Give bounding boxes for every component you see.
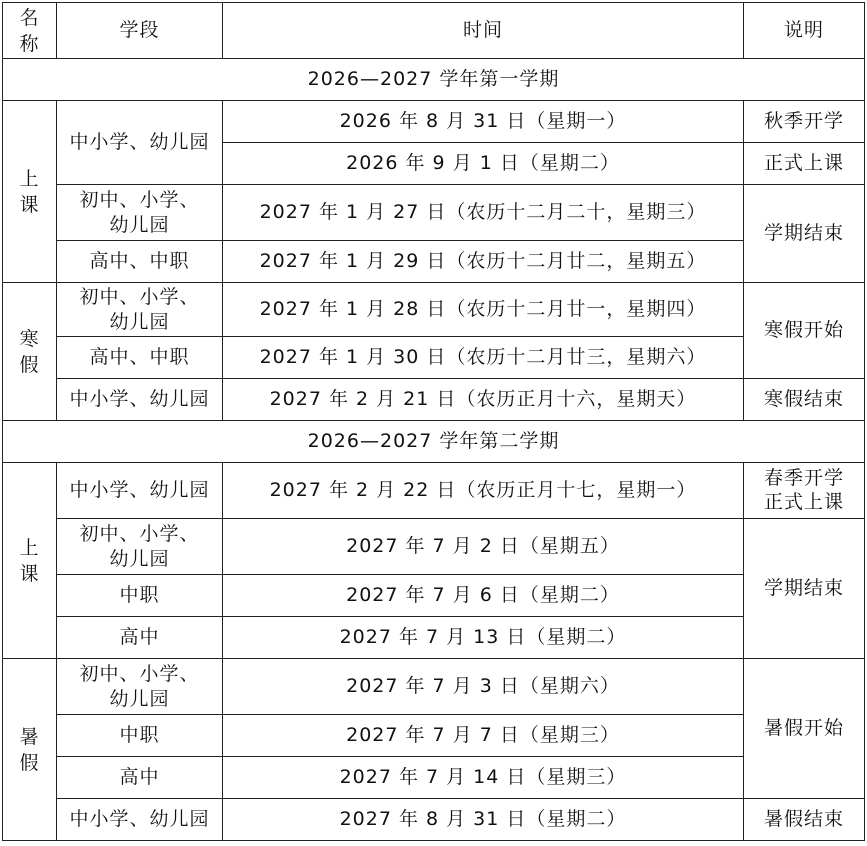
- time-cell: 2027 年 2 月 21 日（农历正月十六，星期天）: [223, 379, 744, 421]
- stage-cell: 中职: [57, 715, 223, 757]
- time-cell: 2027 年 7 月 6 日（星期二）: [223, 575, 744, 617]
- header-time: 时间: [223, 3, 744, 59]
- stage-cell: 高中、中职: [57, 241, 223, 283]
- table-row: [3, 337, 865, 379]
- header-name: 名称: [3, 3, 57, 59]
- note-cell: 春季开学正式上课: [744, 463, 865, 519]
- stage-cell: 初中、小学、幼儿园: [57, 185, 223, 241]
- table-row: [3, 185, 865, 241]
- time-cell: 2027 年 7 月 13 日（星期二）: [223, 617, 744, 659]
- time-cell: 2026 年 9 月 1 日（星期二）: [223, 143, 744, 185]
- time-cell: 2027 年 1 月 27 日（农历十二月二十，星期三）: [223, 185, 744, 241]
- category-class-2: 上课: [3, 463, 57, 659]
- stage-cell: 初中、小学、幼儿园: [57, 519, 223, 575]
- section-title-2: 2026—2027 学年第二学期: [3, 421, 865, 463]
- time-cell: 2027 年 7 月 2 日（星期五）: [223, 519, 744, 575]
- time-cell: 2027 年 1 月 29 日（农历十二月廿二，星期五）: [223, 241, 744, 283]
- stage-cell: 高中: [57, 617, 223, 659]
- stage-cell: 中小学、幼儿园: [57, 379, 223, 421]
- note-cell: 寒假结束: [744, 379, 865, 421]
- table-row: [3, 519, 865, 575]
- time-cell: 2027 年 7 月 3 日（星期六）: [223, 659, 744, 715]
- section-title-1: 2026—2027 学年第一学期: [3, 59, 865, 101]
- time-cell: 2027 年 1 月 30 日（农历十二月廿三，星期六）: [223, 337, 744, 379]
- table-row: [3, 659, 865, 715]
- stage-cell: 中职: [57, 575, 223, 617]
- time-cell: 2026 年 8 月 31 日（星期一）: [223, 101, 744, 143]
- note-cell: 正式上课: [744, 143, 865, 185]
- time-cell: 2027 年 7 月 14 日（星期三）: [223, 757, 744, 799]
- category-summer: 暑假: [3, 659, 57, 841]
- note-cell: 暑假开始: [744, 659, 865, 799]
- table-row: [3, 101, 865, 143]
- stage-cell: 初中、小学、幼儿园: [57, 659, 223, 715]
- stage-cell: 高中、中职: [57, 337, 223, 379]
- stage-cell: 中小学、幼儿园: [57, 463, 223, 519]
- table-row: [3, 283, 865, 337]
- section-row: [3, 59, 865, 101]
- stage-cell: 初中、小学、幼儿园: [57, 283, 223, 337]
- table-row: [3, 241, 865, 283]
- time-cell: 2027 年 8 月 31 日（星期二）: [223, 799, 744, 841]
- category-class-1: 上课: [3, 101, 57, 283]
- stage-cell: 中小学、幼儿园: [57, 799, 223, 841]
- note-cell: 秋季开学: [744, 101, 865, 143]
- table-row: [3, 463, 865, 519]
- note-cell: 暑假结束: [744, 799, 865, 841]
- table-row: [3, 575, 865, 617]
- header-row: [3, 3, 865, 59]
- table-row: [3, 715, 865, 757]
- time-cell: 2027 年 7 月 7 日（星期三）: [223, 715, 744, 757]
- note-cell: 寒假开始: [744, 283, 865, 379]
- table-row: [3, 757, 865, 799]
- stage-cell: 中小学、幼儿园: [57, 101, 223, 185]
- header-stage: 学段: [57, 3, 223, 59]
- time-cell: 2027 年 1 月 28 日（农历十二月廿一，星期四）: [223, 283, 744, 337]
- note-cell: 学期结束: [744, 185, 865, 283]
- table-row: [3, 799, 865, 841]
- header-note: 说明: [744, 3, 865, 59]
- school-calendar-table: [2, 2, 865, 841]
- table-row: [3, 617, 865, 659]
- stage-cell: 高中: [57, 757, 223, 799]
- table-row: [3, 379, 865, 421]
- category-winter: 寒假: [3, 283, 57, 421]
- time-cell: 2027 年 2 月 22 日（农历正月十七，星期一）: [223, 463, 744, 519]
- section-row: [3, 421, 865, 463]
- note-cell: 学期结束: [744, 519, 865, 659]
